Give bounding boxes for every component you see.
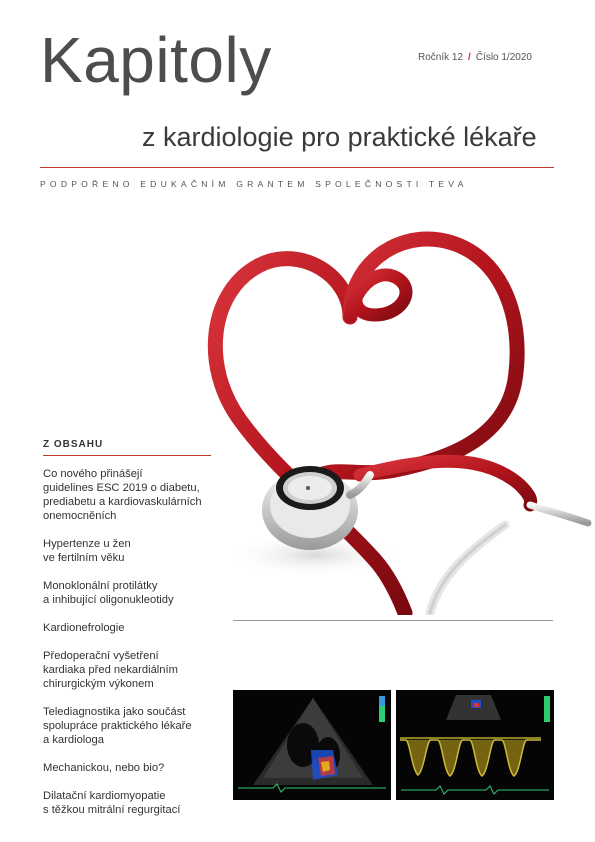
contents-item xyxy=(43,467,228,523)
contents-list xyxy=(43,467,228,831)
contents-item-line: Hypertenze u žen xyxy=(43,538,131,550)
contents-item-line: kardiaka před nekardiálním xyxy=(43,664,178,676)
contents-item xyxy=(43,761,228,775)
contents-item-line: a inhibující oligonukleotidy xyxy=(43,594,174,606)
contents-item xyxy=(43,537,228,565)
contents-item-line: chirurgickým výkonem xyxy=(43,678,154,690)
contents-item-line: Předoperační vyšetření xyxy=(43,650,159,662)
contents-item-line: Dilatační kardiomyopatie xyxy=(43,790,166,802)
contents-item-line: Co nového přinášejí xyxy=(43,468,143,480)
echocardiogram-color-doppler-image xyxy=(233,690,391,800)
stethoscope-heart-image xyxy=(200,205,595,615)
contents-item-line: onemocněních xyxy=(43,510,117,522)
contents-item xyxy=(43,649,228,691)
grant-line: PODPOŘENO EDUKAČNÍM GRANTEM SPOLEČNOSTI TEVA xyxy=(40,179,468,189)
contents-item xyxy=(43,705,228,747)
issue-number: Číslo 1/2020 xyxy=(475,52,532,63)
contents-divider xyxy=(43,455,211,456)
contents-item-line: guidelines ESC 2019 o diabetu, xyxy=(43,482,200,494)
issue-info xyxy=(418,52,532,63)
contents-item xyxy=(43,621,228,635)
image-divider xyxy=(233,620,553,621)
contents-item xyxy=(43,789,228,817)
doppler-spectrum-image xyxy=(396,690,554,800)
contents-item-line: Monoklonální protilátky xyxy=(43,580,158,592)
cover-subtitle: z kardiologie pro praktické lékaře xyxy=(142,122,537,152)
contents-item-line: Mechanickou, nebo bio? xyxy=(43,762,165,774)
contents-item-line: Telediagnostika jako součást xyxy=(43,706,186,718)
contents-item-line: Kardionefrologie xyxy=(43,622,125,634)
contents-item xyxy=(43,579,228,607)
header-divider xyxy=(40,167,554,168)
volume-label: Ročník 12 xyxy=(418,52,464,63)
contents-item-line: spolupráce praktického lékaře xyxy=(43,720,192,732)
contents-item-line: a kardiologa xyxy=(43,734,104,746)
contents-item-line: prediabetu a kardiovaskulárních xyxy=(43,496,202,508)
contents-item-line: s těžkou mitrální regurgitací xyxy=(43,804,181,816)
issue-separator: / xyxy=(468,52,471,63)
cover-title: Kapitoly xyxy=(40,24,272,96)
contents-item-line: ve fertilním věku xyxy=(43,552,125,564)
contents-heading: Z OBSAHU xyxy=(43,439,104,450)
